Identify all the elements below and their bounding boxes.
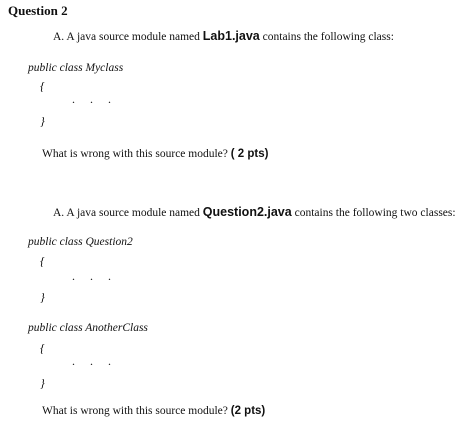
part-a2-class1-header: public class Question2 (28, 236, 133, 248)
part-a2-class1-open-brace: { (40, 254, 45, 268)
question-title: Question 2 (8, 3, 68, 18)
part-a2-class2-open-brace: { (40, 341, 45, 355)
part-a2-question (42, 405, 265, 417)
part-a1-suffix: contains the following class: (259, 31, 394, 43)
part-a1-close-brace: } (40, 114, 45, 128)
part-a2-points: (2 pts) (230, 405, 266, 417)
part-a2-suffix: contains the following two classes: (291, 207, 456, 219)
part-a1-code-header: public class Myclass (28, 62, 124, 74)
part-a2-class1-ellipsis: . . . (72, 269, 117, 283)
part-a2-class2-close-brace: } (40, 376, 45, 390)
part-a1-statement (53, 29, 394, 43)
part-a1-prefix: A. A java source module named (53, 31, 203, 43)
part-a2-prefix: A. A java source module named (53, 207, 203, 219)
part-a1-points: ( 2 pts) (230, 148, 269, 160)
part-a1-ellipsis: . . . (72, 92, 117, 106)
part-a1-ask-text: What is wrong with this source module? (42, 148, 231, 160)
part-a2-class2-header: public class AnotherClass (28, 322, 148, 334)
part-a1-question (42, 148, 268, 160)
part-a1-filename: Lab1.java (202, 29, 260, 43)
part-a2-class1-close-brace: } (40, 290, 45, 304)
part-a2-ask-text: What is wrong with this source module? (42, 405, 231, 417)
part-a1-open-brace: { (40, 79, 45, 93)
part-a2-statement (53, 205, 456, 219)
part-a2-class2-ellipsis: . . . (72, 354, 117, 368)
part-a2-filename: Question2.java (202, 205, 292, 219)
